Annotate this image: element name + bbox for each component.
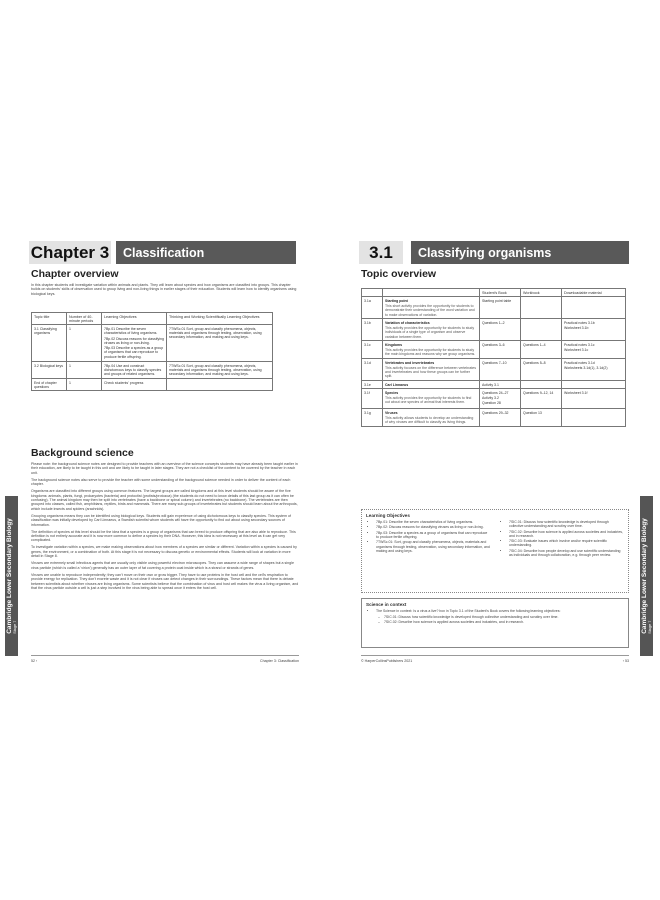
side-tab: Cambridge Lower Secondary Biology Stage 7: [640, 496, 653, 656]
table-row: 3.1d Vertebrates and invertebrates This activity focuses on the difference between vertebrates and invertebrates and how these groups can be further split. Questions 7–10 Questions 5–8 Practical notes 3.1d Worksheets 3.1d(1), 3.1d(2): [362, 359, 626, 381]
section-title: Classifying organisms: [411, 241, 629, 264]
running-title: Chapter 3: Classification: [260, 659, 299, 663]
table-header-row: Topic title Number of 40-minute periods Learning Objectives Thinking and Working Scientifically Learning Objectives: [32, 313, 273, 325]
topic-overview-table: [361, 288, 626, 427]
table-row: 3.1e Carl Linnaeus Activity 3.1: [362, 381, 626, 389]
background-science-heading: Background science: [31, 447, 134, 459]
section-header: [359, 241, 629, 264]
chapter-topics-table: [31, 312, 273, 391]
footer-divider: [31, 655, 299, 656]
chapter-header: [29, 241, 296, 264]
table-row: 3.2 Biological keys 1 7Bp.04 Use and construct dichotomous keys to classify species and groups of related organisms. 7TWSc.01 Sort, group and classify phenomena, objects, materials and organisms through testing, observation, using secondary information, and making and using keys.: [32, 362, 273, 379]
page-number: ‹ 53: [622, 659, 629, 663]
side-tab: Cambridge Lower Secondary Biology Stage 7: [5, 496, 18, 656]
table-row: 3.1c Kingdoms This activity provides the opportunity for students to study the main kingdoms and reasons why we group organisms. Questions 3–6 Questions 1–4 Practical notes 3.1c Worksheet 3.1c: [362, 341, 626, 359]
table-row: End of chapter questions 1 Check students' progress: [32, 379, 273, 391]
background-science-text: Please note: the background science notes are designed to provide teachers with an overview of the science concepts students may have already been taught earlier in their education, are likely to be taught in this unit and are likely to be taught in later stages. They are not a checklist of the content to be covered by the teacher in each unit. The background science notes also serve to provide the teacher with some understanding of the background science needed in order to deliver the content of each chapter. Organisms are classified into different groups using common features. The largest groups are called kingdoms and at this level students should be aware of the five kingdoms: animals, plants, fungi, prokaryotes (bacteria) and protoctist (protists/protozoa) (the students do not need to know details of this last group as it can often be confusing). The animal kingdom may then be split into vertebrates (have a backbone or spinal column) and invertebrates (no backbone). The vertebrates are then grouped into classes, called fish, amphibians, reptiles, birds and mammals. There are many sub-groups of invertebrates but students should learn about the arthropods, which include insects and spiders (arachnids). Grouping organisms means they can be identified using biological keys. Students will gain experience of using dichotomous keys to classify species. This system of classification was initially developed by Carl Linnaeus, a Swedish scientist whom students will have the opportunity to find out about using secondary sources of information. The definition of species at this level should be the idea that a species is a group of organisms that can breed to produce offspring that are also able to reproduce. This definition is not entirely accurate and it is now more common to define a species by their DNA. However, this idea is not necessary at this level as it can get very complicated. To investigate variation within a species, we make making observations about how members of a species are similar or different. Variation within a species is caused by genes, the environment, or a combination of both. At this stage it is not necessary to discuss genetic or environmental effects. Students will look at variation in more detail in Stage 8. Viruses are extremely small infectious agents that are usually only visible using powerful electron microscopes. They can assume a wide range of shapes but a single virus particle (which is called a 'virion') generally has an outer layer of fat covering a protein coat inside which is a strand or strands of genes. Viruses are unable to reproduce independently; they can't move on their own or grow bigger. They have to use proteins in the host cell and the cell's respiration to provide energy for replication. They don't excrete waste and it is not clear if viruses can detect changes in their surroundings. These factors mean that there is debate between scientists about whether viruses are living organisms. Some scientists believe that the combination of virus and host cell makes the virus a living organism, and that the virus particle outside a cell is just a step involved in the virus being able to spread once it enters the host cell.: [31, 462, 299, 590]
table-row: 3.1g Viruses This activity allows students to develop an understanding of why viruses are difficult to classify as living things. Questions 29–32 Question 13: [362, 409, 626, 427]
table-row: 3.1a Starting point This short activity provides the opportunity for students to demonstrate their understanding of the word variation and to make observations of variation. Starting point table: [362, 297, 626, 319]
section-number: 3.1: [359, 241, 403, 264]
table-header-row: Student's Book Workbook Downloadable material: [362, 289, 626, 297]
learning-objectives-right: • 7SIC.01: Discuss how scientific knowledge is developed through collective understanding and scrutiny over time. • 7SIC.02: Describe how science is applied across societies and industries, and in research. • 7SIC.03: Evaluate issues which involve and/or require scientific understanding. • 7SIC.04: Describe how people develop and use scientific understanding as individuals and through collaboration, e.g. through peer review.: [499, 520, 624, 558]
table-row: 3.1 Classifying organisms 1 7Bp.01 Describe the seven characteristics of living organisms. 7Bp.02 Discuss reasons for classifying viruses as living or non-living. 7Bp.03 Describe a species as a group of organisms that can reproduce to produce fertile offspring. 7TWSc.01 Sort, group and classify phenomena, objects, materials and organisms through testing, observation, using secondary information, and making and using keys.: [32, 325, 273, 362]
chapter-overview-heading: Chapter overview: [31, 268, 119, 280]
chapter-number: Chapter 3: [29, 241, 111, 264]
table-row: 3.1f Species This activity provides the opportunity for students to find out about one species of animal that interests them. Questions 24–27 Activity 3.2 Question 28 Questions 9–12, 14 Worksheet 3.1f: [362, 389, 626, 409]
right-page: [330, 0, 660, 900]
chapter-title: Classification: [116, 241, 296, 264]
footer-divider: [361, 655, 629, 656]
page-number: 52 ›: [31, 659, 38, 663]
chapter-overview-text: In this chapter students will investigate variation within animals and plants. They will learn about species and how organisms are classified into groups. This chapter builds on students' skills of observation used to group living and non-living things in earlier stages of their education. Students will learn how to identify organisms using biological keys.: [31, 283, 297, 296]
topic-overview-heading: Topic overview: [361, 268, 437, 280]
page-footer: [361, 659, 629, 663]
science-in-context-box: Science in context • The Science in context: Is a virus a live? box in Topic 3.1 of the Student's Book covers the following learning objectives: – 7SIC.01: Discuss how scientific knowledge is developed through collective understanding and scrutiny over time. – 7SIC.02: Describe how science is applied across societies and industries, and in research.: [361, 598, 629, 648]
learning-objectives-box: Learning Objectives • 7Bp.01: Describe the seven characteristics of living organisms. • 7Bp.02: Discuss reasons for classifying viruses as living or non-living. • 7Bp.03: Describe a species as a group of organisms that can reproduce to produce fertile offspring. • 7TWSc.01: Sort, group and classify phenomena, objects, materials and organisms through testing, observation, using secondary information, and making and using keys. • 7SIC.01: Discuss how scientific knowledge is developed through collective understanding and scrutiny over time. • 7SIC.02: Describe how science is applied across societies and industries, and in research. • 7SIC.03: Evaluate issues which involve and/or require scientific understanding. • 7SIC.04: Describe how people develop and use scientific understanding as individuals and through collaboration, e.g. through peer review.: [361, 509, 629, 593]
learning-objectives-left: • 7Bp.01: Describe the seven characteristics of living organisms. • 7Bp.02: Discuss reasons for classifying viruses as living or non-living. • 7Bp.03: Describe a species as a group of organisms that can reproduce to produce fertile offspring. • 7TWSc.01: Sort, group and classify phenomena, objects, materials and organisms through testing, observation, using secondary information, and making and using keys.: [366, 520, 491, 558]
page-footer: [31, 659, 299, 663]
table-row: 3.1b Variation of characteristics This activity provides the opportunity for students to study individuals of a single type of organism and observe variation between them. Questions 1–2 Practical notes 3.1b Worksheet 3.1b: [362, 319, 626, 341]
copyright: © HarperCollinsPublishers 2021: [361, 659, 413, 663]
